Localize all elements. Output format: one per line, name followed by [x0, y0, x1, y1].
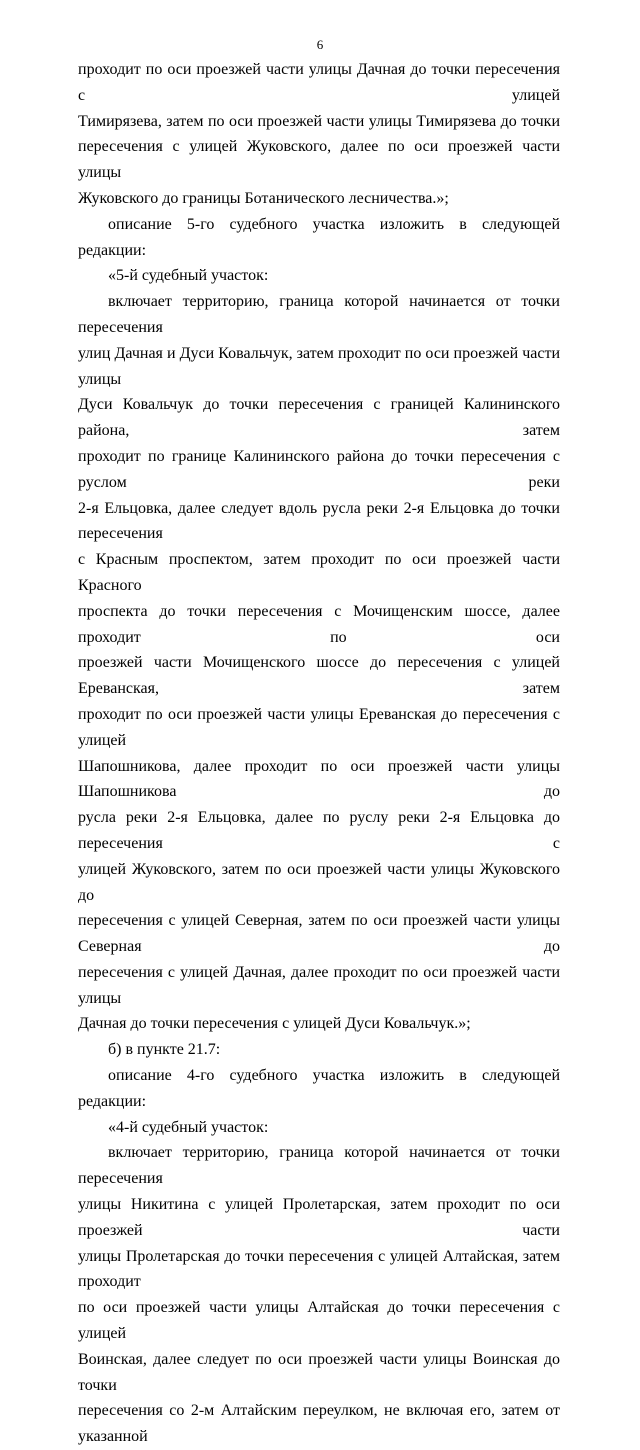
text-line: русла реки 2-я Ельцовка, далее по руслу реки 2-я Ельцовка до пересечения с [78, 809, 560, 852]
text-line: описание 4-го судебного участка изложить в следующей редакции: [78, 1067, 560, 1110]
text-line: «5-й судебный участок: [108, 267, 269, 285]
text-line: проезжей части Мочищенского шоссе до пересечения с улицей Ереванская, затем [78, 654, 560, 698]
text-line: улицей Жуковского, затем по оси проезжей части улицы Жуковского до [78, 860, 560, 904]
text-line: Дуси Ковальчук до точки пересечения с границей Калининского района, затем [78, 396, 560, 440]
text-line: улиц Дачная и Дуси Ковальчук, затем проходит по оси проезжей части улицы [78, 344, 560, 388]
text-line: пересечения с улицей Северная, затем по оси проезжей части улицы Северная до [78, 912, 560, 956]
page-number: 6 [316, 37, 324, 52]
text-line: Жуковского до границы Ботанического лесничества.»; [78, 189, 449, 207]
text-line: улицы Пролетарская до точки пересечения с улицей Алтайская, затем проходит [78, 1247, 560, 1291]
text-line: включает территорию, граница которой начинается от точки пересечения [78, 1144, 560, 1188]
text-line: описание 5-го судебного участка изложить в следующей редакции: [78, 215, 560, 259]
text-line: Дачная до точки пересечения с улицей Дуси Ковальчук.»; [78, 1015, 471, 1033]
document-body [78, 57, 560, 1450]
text-line: проспекта до точки пересечения с Мочищенским шоссе, далее проходит по оси [78, 602, 560, 646]
text-line: улицы Никитина с улицей Пролетарская, затем проходит по оси проезжей части [78, 1196, 560, 1239]
text-line: Воинская, далее следует по оси проезжей части улицы Воинская до точки [78, 1350, 560, 1394]
text-line: включает территорию, граница которой начинается от точки пересечения [78, 293, 560, 336]
text-line: проходит по оси проезжей части улицы Ереванская до пересечения с улицей [78, 705, 560, 749]
text-line: пересечения с улицей Дачная, далее проходит по оси проезжей части улицы [78, 963, 560, 1007]
text-line: проходит по оси проезжей части улицы Дачная до точки пересечения с улицей [78, 61, 560, 104]
text-line: пересечения с улицей Жуковского, далее по оси проезжей части улицы [78, 138, 560, 182]
text-line: с Красным проспектом, затем проходит по оси проезжей части Красного [78, 551, 560, 594]
text-line: Шапошникова, далее проходит по оси проезжей части улицы Шапошникова до [78, 757, 560, 801]
text-line: «4-й судебный участок: [108, 1118, 269, 1136]
text-line: Тимирязева, затем по оси проезжей части улицы Тимирязева до точки [78, 112, 560, 130]
text-line: пересечения со 2-м Алтайским переулком, не включая его, затем от указанной [78, 1402, 560, 1446]
text-line: по оси проезжей части улицы Алтайская до точки пересечения с улицей [78, 1299, 560, 1343]
text-line: проходит по границе Калининского района до точки пересечения с руслом реки [78, 447, 560, 491]
text-line: 2-я Ельцовка, далее следует вдоль русла реки 2-я Ельцовка до точки пересечения [78, 499, 560, 543]
text-line: б) в пункте 21.7: [108, 1041, 221, 1059]
